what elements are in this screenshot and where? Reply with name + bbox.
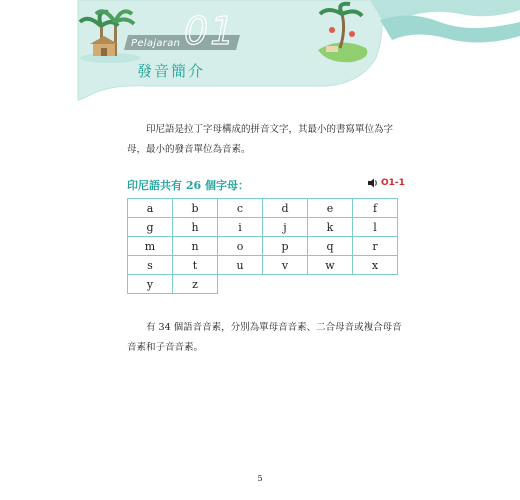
empty-cell [353,275,398,294]
empty-cell [218,275,263,294]
chapter-title: 發音簡介 [137,62,206,80]
audio-track-code: O1-1 [381,178,405,188]
table-row [128,199,398,218]
lesson-header [0,0,520,120]
letter-cell: e [308,199,353,218]
letter-cell: l [353,218,398,237]
header-banner-art [0,0,520,120]
table-row [128,218,398,237]
closing-text: 有 34 個語音音素，分別為單母音音素、二合母音或複合母音音素和子音音素。 [127,322,402,353]
letter-cell: z [173,275,218,294]
letter-cell: v [263,256,308,275]
letter-cell: w [308,256,353,275]
page-number: 5 [257,474,263,483]
closing-paragraph [127,318,409,358]
letter-cell: c [218,199,263,218]
letter-cell: j [263,218,308,237]
table-row [128,237,398,256]
letter-cell: x [353,256,398,275]
letter-cell: p [263,237,308,256]
letter-cell: a [128,199,173,218]
letter-cell: i [218,218,263,237]
letter-cell: q [308,237,353,256]
letter-cell: m [128,237,173,256]
empty-cell [308,275,353,294]
letter-cell: u [218,256,263,275]
intro-text: 印尼語是拉丁字母構成的拼音文字，其最小的書寫單位為字母，最小的發音單位為音素。 [127,124,394,155]
empty-cell [263,275,308,294]
lesson-number: 01 [184,9,237,53]
table-row [128,275,398,294]
letter-cell: k [308,218,353,237]
speaker-icon [367,177,379,189]
letter-cell: d [263,199,308,218]
letter-cell: f [353,199,398,218]
letter-cell: s [128,256,173,275]
intro-paragraph [127,120,409,160]
table-row [128,256,398,275]
letter-cell: o [218,237,263,256]
letter-cell: t [173,256,218,275]
letter-cell: n [173,237,218,256]
audio-track-button[interactable] [367,177,405,189]
alphabet-heading: 印尼語共有 26 個字母： [127,179,249,192]
lesson-word: Pelajaran [131,38,181,49]
letter-cell: b [173,199,218,218]
letter-cell: y [128,275,173,294]
alphabet-table [127,198,398,294]
letter-cell: g [128,218,173,237]
letter-cell: h [173,218,218,237]
letter-cell: r [353,237,398,256]
